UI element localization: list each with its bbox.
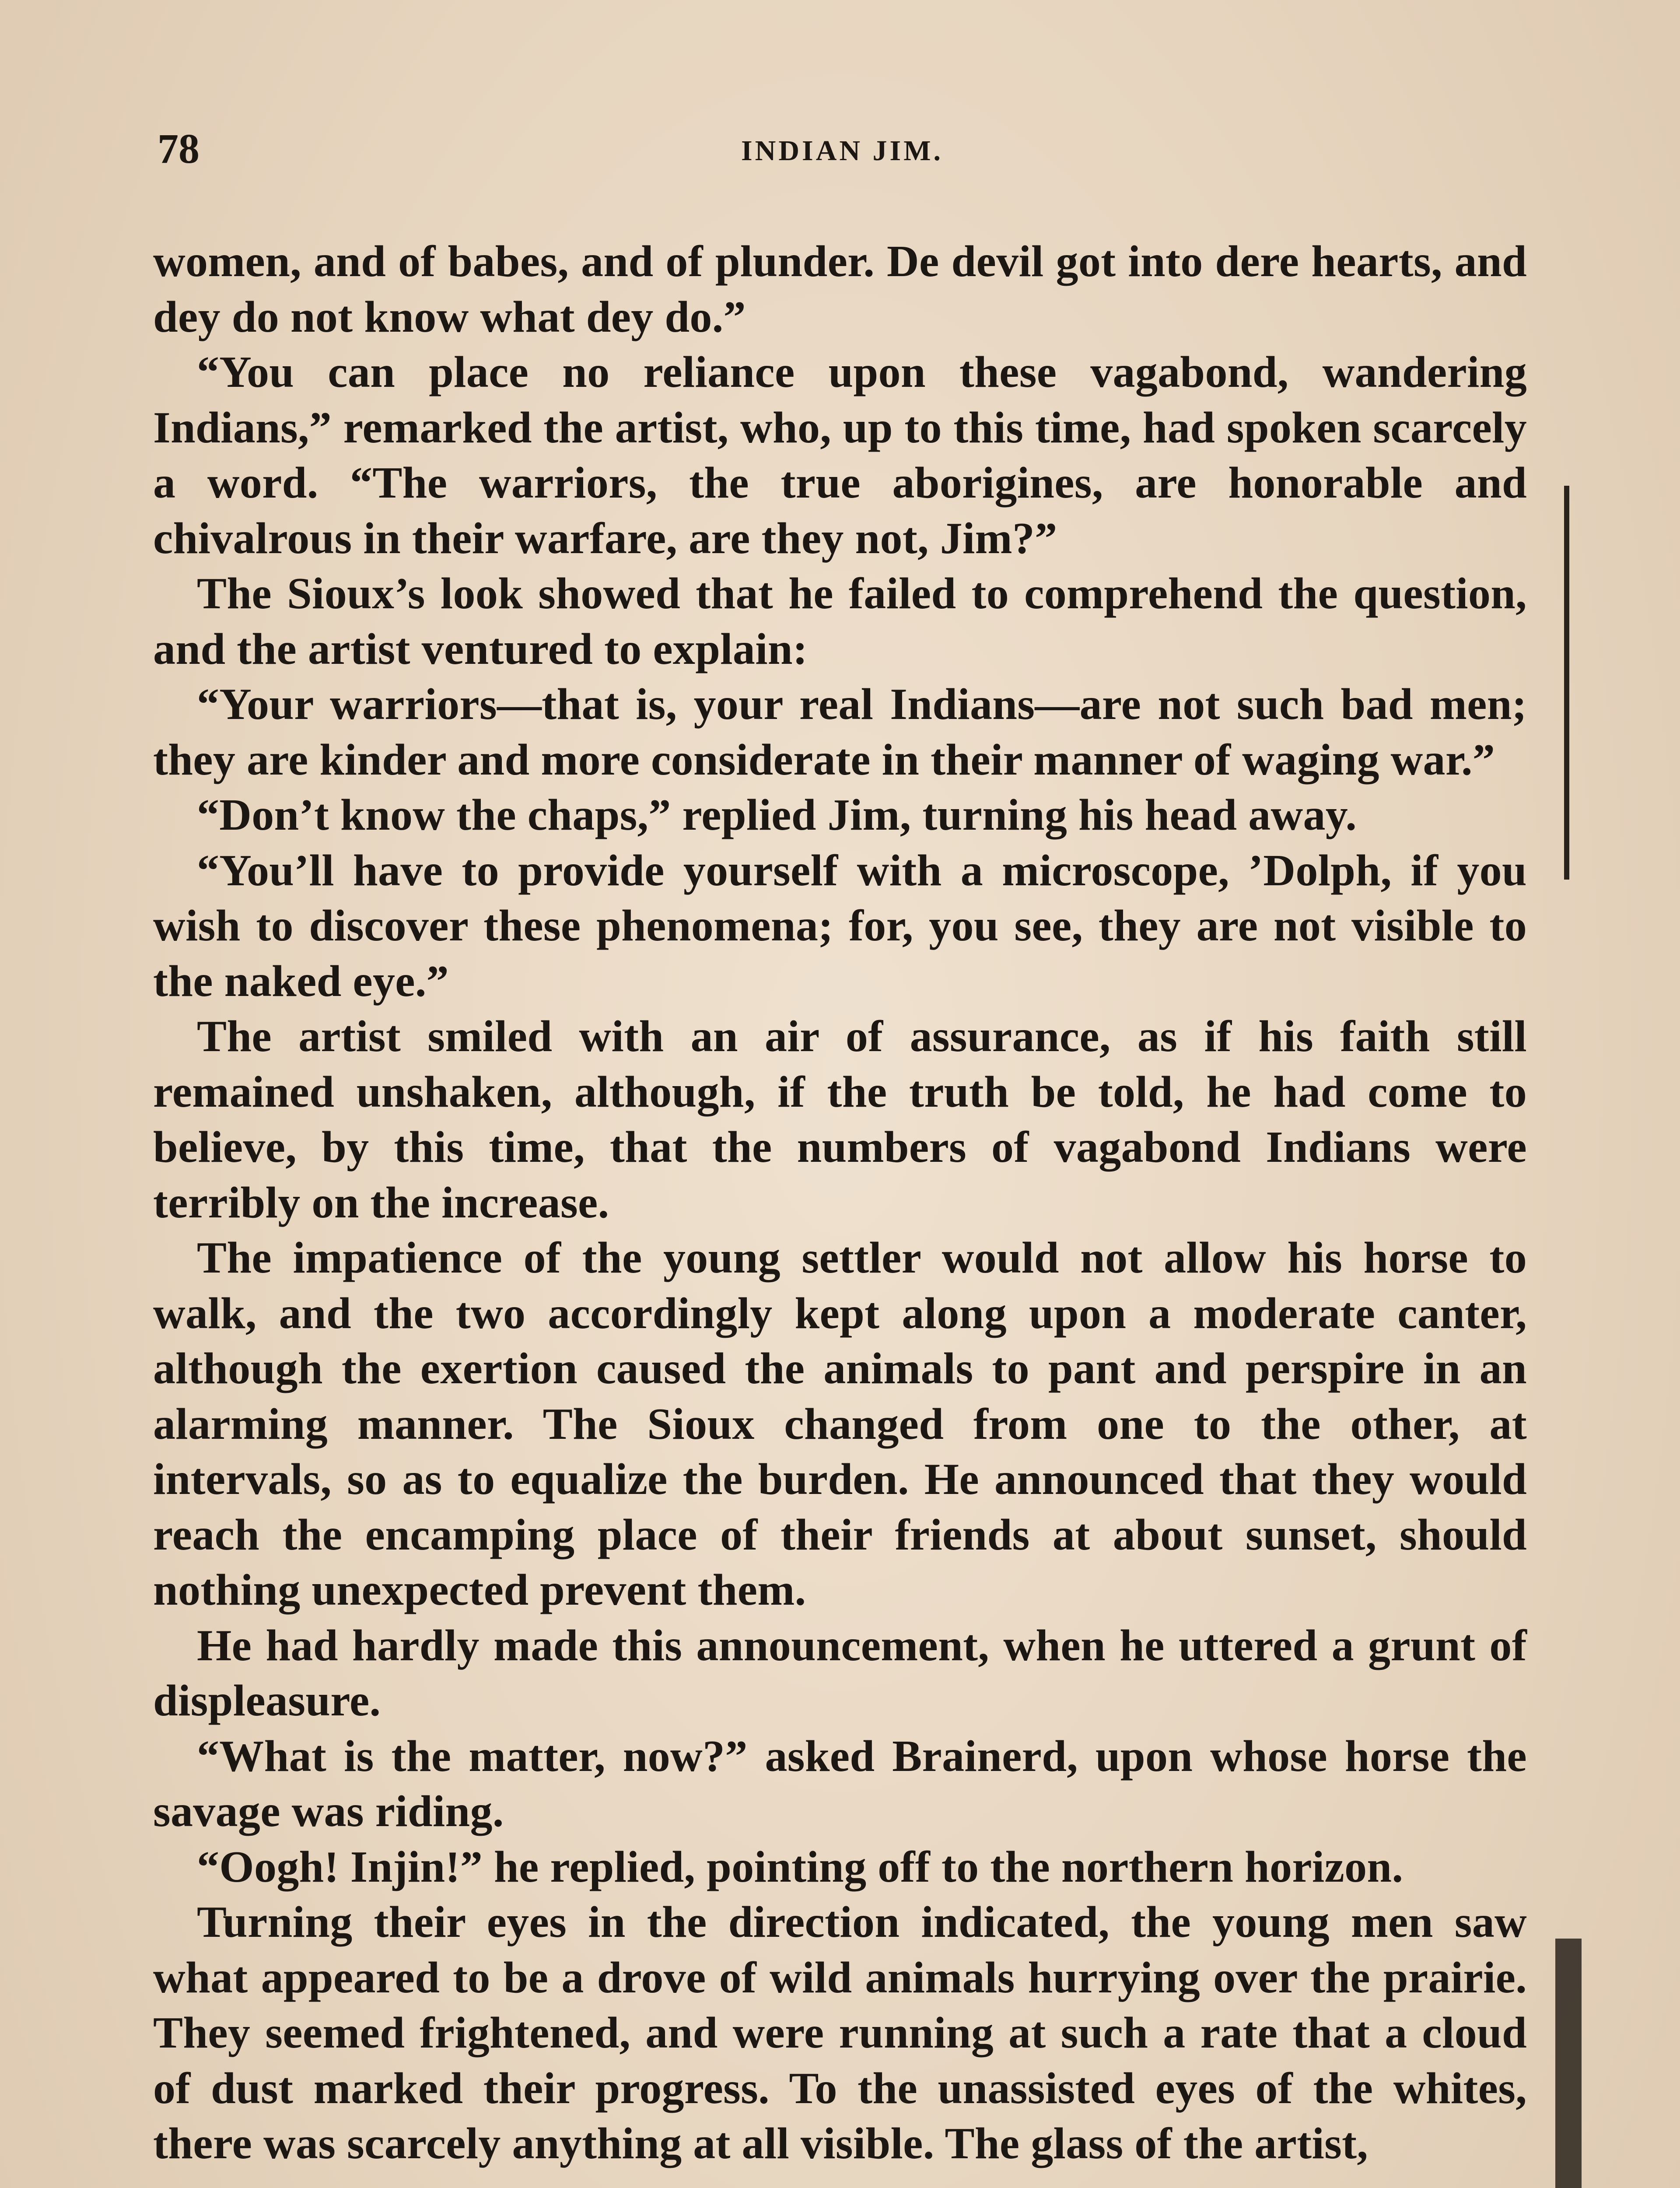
margin-mark: [1555, 1939, 1582, 2188]
paragraph: women, and of babes, and of plunder. De devil got into dere hearts, and dey do not know what dey do.”: [153, 237, 1527, 342]
paragraph: The impatience of the young settler would not allow his horse to walk, and the two accordingly kept along upon a moderate canter, although the exertion caused the animals to pant and perspire in an alarming manner. The Sioux changed from one to the other, at intervals, so as to equalize the burden. He announced that they would reach the encamping place of their friends at about sunset, should nothing unexpected prevent them.: [153, 1233, 1527, 1615]
paragraph: “You can place no reliance upon these vagabond, wandering Indians,” remarked the artist, who, up to this time, had spoken scarcely a word. “The warriors, the true aborigines, are honorable and chivalrous in their warfare, are they not, Jim?”: [153, 347, 1527, 563]
paragraph: “You’ll have to provide yourself with a microscope, ’Dolph, if you wish to discover these phenomena; for, you see, they are not visible to the naked eye.”: [153, 845, 1527, 1006]
paragraph: “Your warriors—that is, your real Indians—are not such bad men; they are kinder and more considerate in their manner of waging war.”: [153, 680, 1527, 785]
paragraph: Turning their eyes in the direction indicated, the young men saw what appeared to be a drove of wild animals hurrying over the prairie. They seemed frightened, and were running at such a rate that a cloud of dust marked their progress. To the unassisted eyes of the whites, there was scarcely anything at all visible. The glass of the artist,: [153, 1897, 1527, 2168]
paragraph: “Oogh! Injin!” he replied, pointing off to the northern horizon.: [197, 1842, 1404, 1892]
page-header: [158, 118, 1527, 179]
margin-mark: [1564, 486, 1569, 880]
paragraph: “Don’t know the chaps,” replied Jim, turning his head away.: [197, 790, 1357, 840]
paragraph: He had hardly made this announcement, when he uttered a grunt of displeasure.: [153, 1620, 1527, 1725]
body-text: [153, 234, 1527, 2172]
page-number: 78: [158, 125, 200, 172]
paragraph: The artist smiled with an air of assurance, as if his faith still remained unshaken, although, if the truth be told, he had come to believe, by this time, that the numbers of vagabond Indians were terribly on the increase.: [153, 1012, 1527, 1227]
running-head: INDIAN JIM.: [741, 135, 943, 167]
paragraph: The Sioux’s look showed that he failed to comprehend the question, and the artist ventured to explain:: [153, 569, 1527, 674]
paragraph: “What is the matter, now?” asked Brainerd, upon whose horse the savage was riding.: [153, 1731, 1527, 1836]
